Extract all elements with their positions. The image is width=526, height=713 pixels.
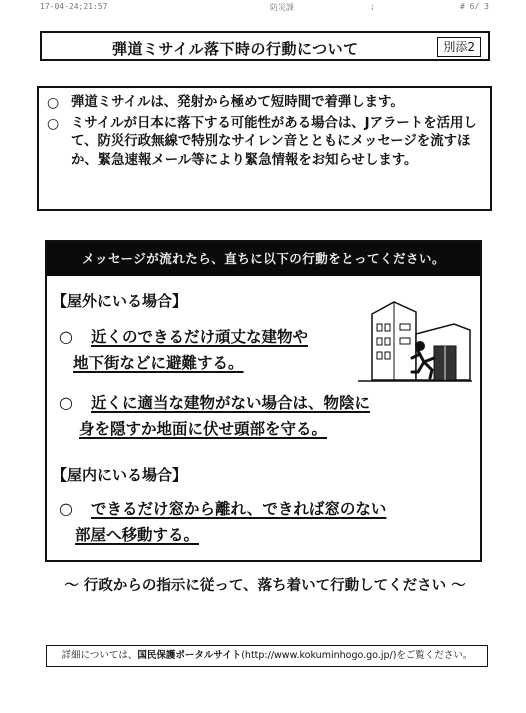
bullet-circle-icon: ○ xyxy=(59,327,73,346)
action-line: できるだけ窓から離れ、できれば窓のない xyxy=(91,500,387,518)
action-line: 近くに適当な建物がない場合は、物陰に xyxy=(91,394,371,412)
info-bullet xyxy=(47,94,482,113)
action-line: 身を隠すか地面に伏せ頭部を守る。 xyxy=(79,420,328,438)
outdoor-item xyxy=(59,390,370,442)
closing-message: ～ 行政からの指示に従って、落ち着いて行動してください ～ xyxy=(64,578,466,594)
bullet-circle-icon: ○ xyxy=(59,393,73,412)
bullet-circle-icon: ○ xyxy=(59,499,73,518)
indoor-item xyxy=(59,496,386,548)
footer-url[interactable]: (http://www.kokuminhogo.go.jp/) xyxy=(241,650,397,661)
outdoor-heading: 【屋外にいる場合】 xyxy=(52,292,188,310)
action-line: 地下街などに避難する。 xyxy=(73,354,244,372)
info-text: 弾道ミサイルは、発射から極めて短時間で着弾します。 xyxy=(71,95,404,110)
person-running-to-building-icon xyxy=(354,294,474,384)
footer-suffix: をご覧ください。 xyxy=(396,650,473,661)
indoor-heading: 【屋内にいる場合】 xyxy=(52,466,188,484)
fax-header xyxy=(40,2,510,14)
fax-separator: ; xyxy=(370,2,375,11)
info-box xyxy=(37,86,492,211)
info-bullet xyxy=(47,115,482,171)
fax-page: # 6/ 3 xyxy=(460,2,489,11)
action-banner: メッセージが流れたら、直ちに以下の行動をとってください。 xyxy=(47,242,480,276)
info-text: ミサイルが日本に落下する可能性がある場合は、Jアラートを活用して、防災行政無線で特別なサイレン音とともにメッセージを流すほか、緊急速報メール等により緊急情報をお知らせします。 xyxy=(71,115,477,168)
page-title: 弾道ミサイル落下時の行動について xyxy=(112,40,359,58)
title-box xyxy=(40,31,490,61)
bullet-circle-icon: ○ xyxy=(47,95,60,111)
footer-box xyxy=(46,645,488,667)
action-line: 部屋へ移動する。 xyxy=(75,526,200,544)
action-line: 近くのできるだけ頑丈な建物や xyxy=(91,328,309,346)
fax-timestamp: 17-04-24;21:57 xyxy=(40,2,108,11)
annex-label: 別添2 xyxy=(437,37,481,57)
fax-sender: 防災課 xyxy=(270,3,294,12)
footer-site-name: 国民保護ポータルサイト xyxy=(137,650,242,661)
action-box xyxy=(45,240,482,562)
bullet-circle-icon: ○ xyxy=(47,115,60,132)
outdoor-item xyxy=(59,324,308,376)
footer-prefix: 詳細については、 xyxy=(61,650,138,661)
